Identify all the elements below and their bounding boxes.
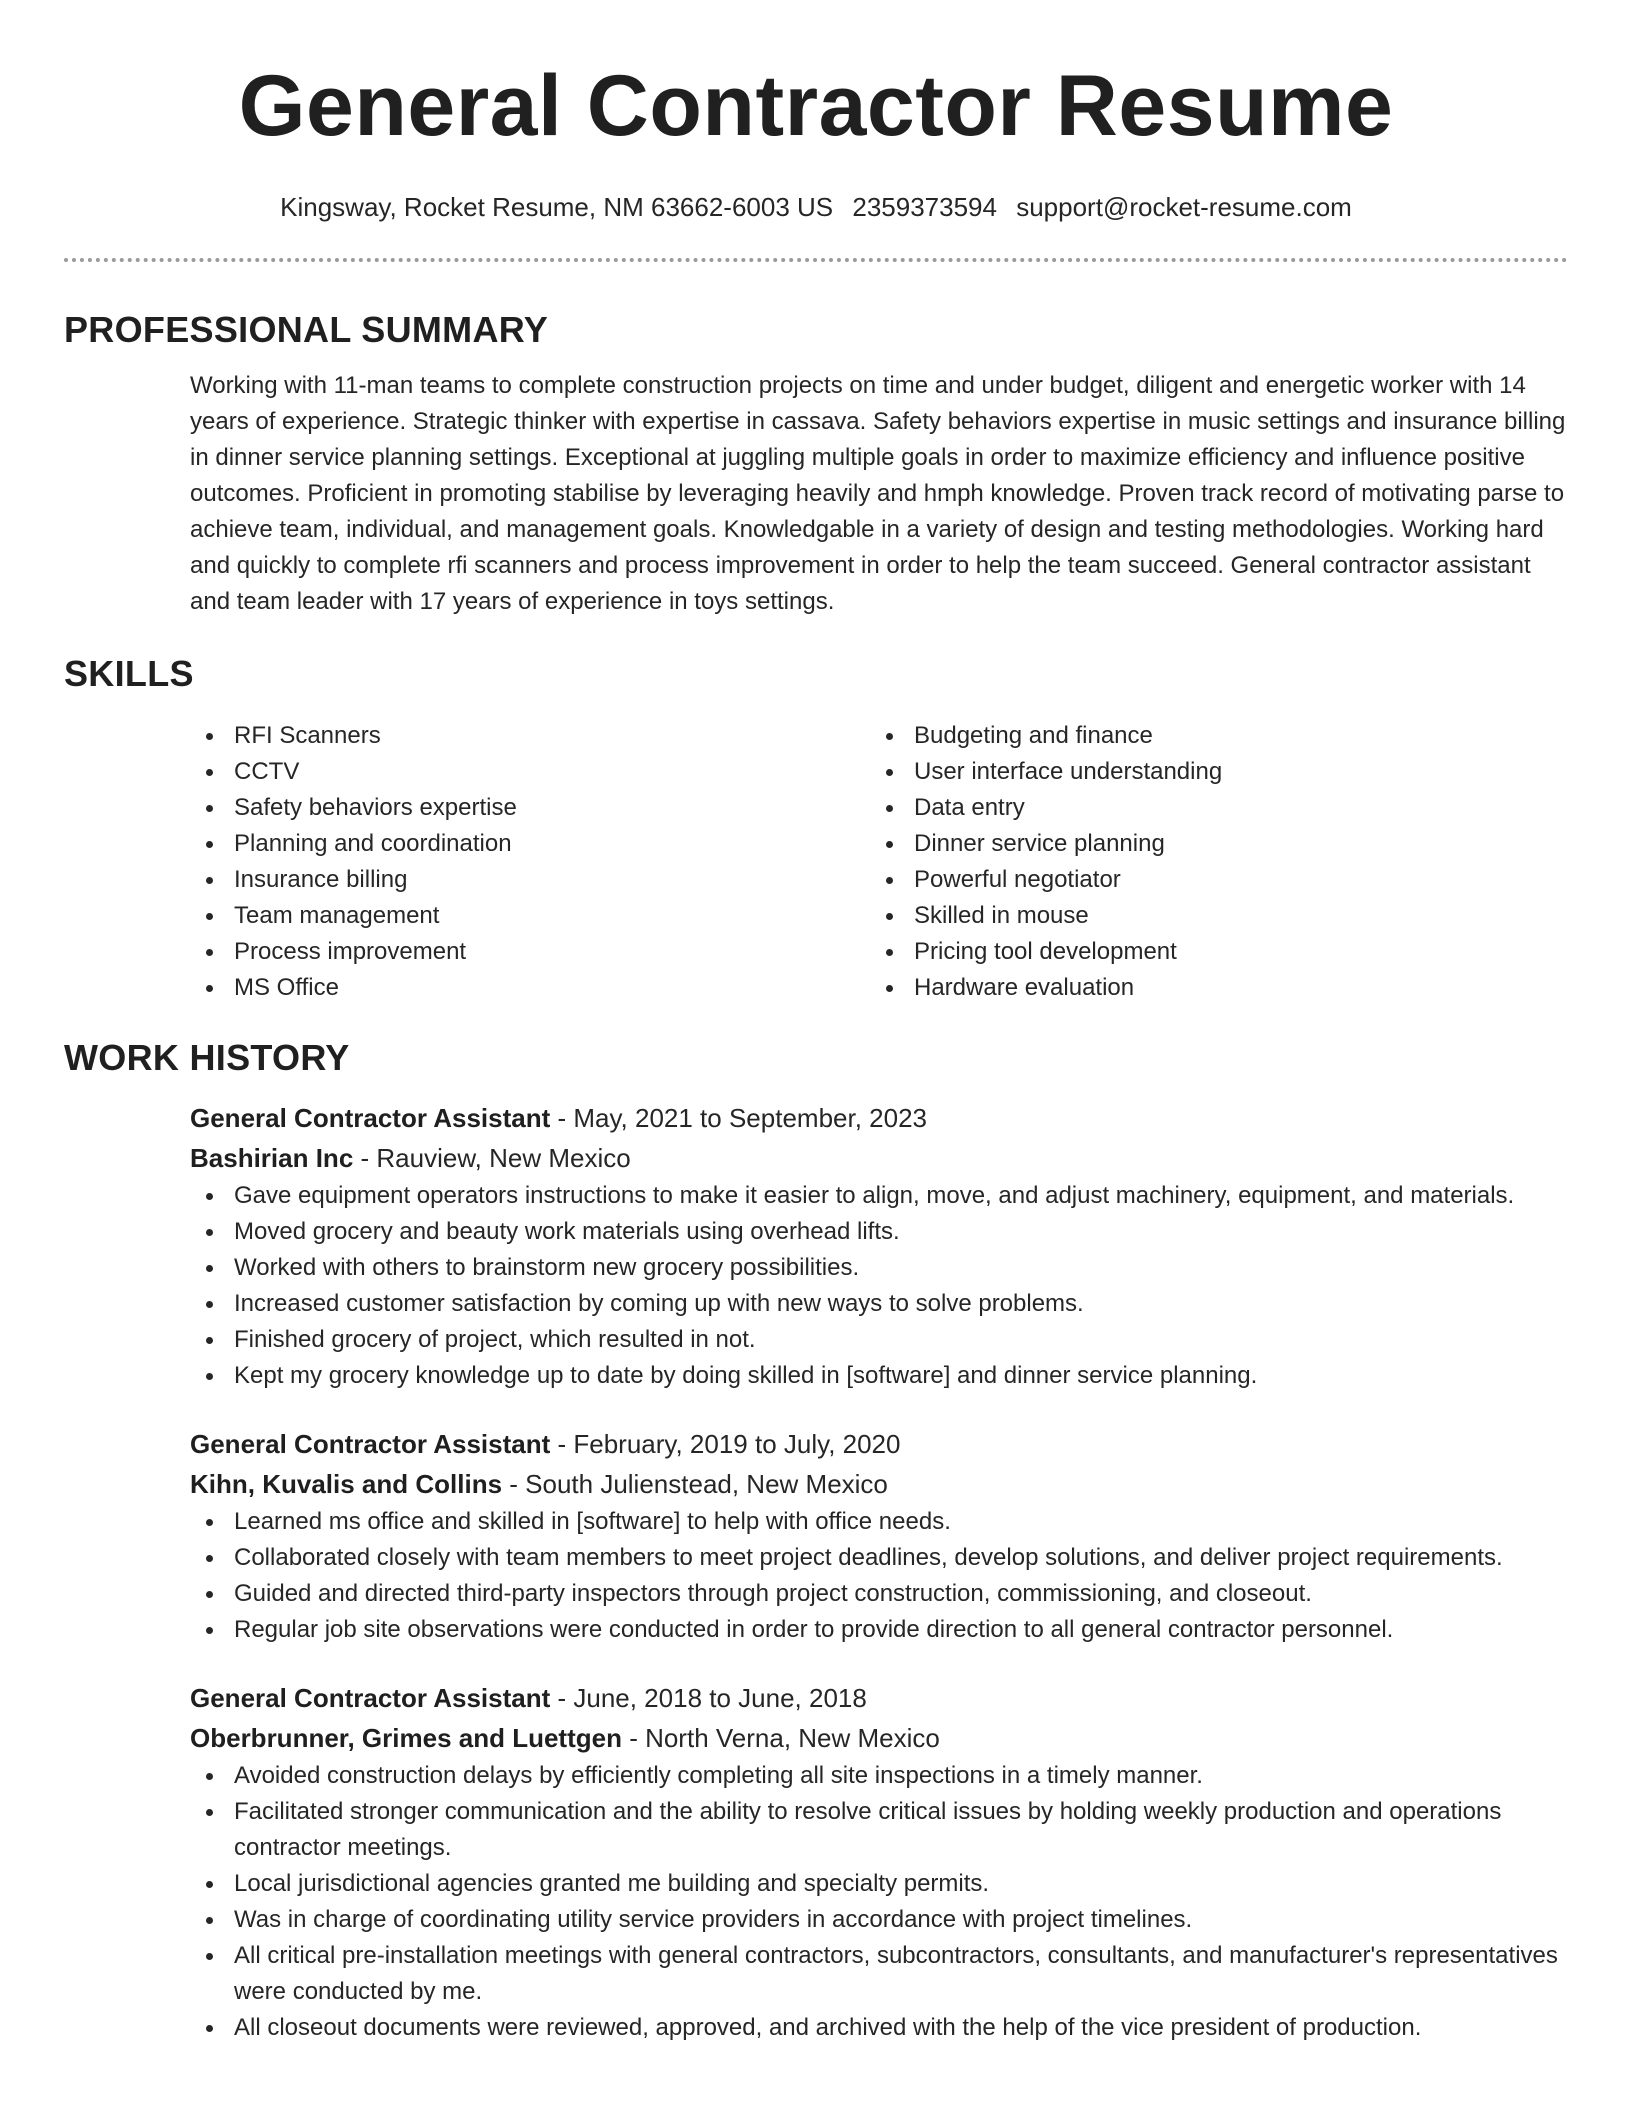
contact-email: support@rocket-resume.com bbox=[1016, 192, 1352, 222]
skill-item: RFI Scanners bbox=[190, 718, 870, 754]
skills-column-right bbox=[870, 718, 1550, 1006]
job-bullet: Increased customer satisfaction by coming up with new ways to solve problems. bbox=[190, 1286, 1568, 1322]
job-company: Oberbrunner, Grimes and Luettgen bbox=[190, 1723, 622, 1753]
skill-item: Powerful negotiator bbox=[870, 862, 1550, 898]
summary-heading: PROFESSIONAL SUMMARY bbox=[64, 309, 549, 350]
job-title: General Contractor Assistant bbox=[190, 1103, 551, 1133]
job-bullet: Finished grocery of project, which resulted in not. bbox=[190, 1322, 1568, 1358]
skill-item: MS Office bbox=[190, 970, 870, 1006]
job-bullet: All closeout documents were reviewed, approved, and archived with the help of the vice president of production. bbox=[190, 2010, 1568, 2046]
job-title-line bbox=[190, 1098, 1568, 1138]
job-company: Kihn, Kuvalis and Collins bbox=[190, 1469, 503, 1499]
job-dates: - May, 2021 to September, 2023 bbox=[550, 1103, 927, 1133]
skills-column-left bbox=[190, 718, 870, 1006]
job-company-line bbox=[190, 1464, 1568, 1504]
job-bullet: Local jurisdictional agencies granted me building and specialty permits. bbox=[190, 1866, 1568, 1902]
job-spacer bbox=[190, 1648, 1568, 1678]
job-location: - South Julienstead, New Mexico bbox=[502, 1469, 888, 1499]
job-bullet-list bbox=[190, 1504, 1568, 1648]
job-entry bbox=[190, 1098, 1568, 1394]
job-company: Bashirian Inc bbox=[190, 1143, 354, 1173]
job-bullet: Regular job site observations were conducted in order to provide direction to all general contractor personnel. bbox=[190, 1612, 1568, 1648]
job-bullet: Guided and directed third-party inspectors through project construction, commissioning, and closeout. bbox=[190, 1576, 1568, 1612]
job-bullet: Learned ms office and skilled in [software] to help with office needs. bbox=[190, 1504, 1568, 1540]
job-company-line bbox=[190, 1718, 1568, 1758]
skill-item: Data entry bbox=[870, 790, 1550, 826]
skill-item: Hardware evaluation bbox=[870, 970, 1550, 1006]
contact-phone: 2359373594 bbox=[852, 192, 997, 222]
job-bullet: Was in charge of coordinating utility service providers in accordance with project timelines. bbox=[190, 1902, 1568, 1938]
job-bullet: Avoided construction delays by efficiently completing all site inspections in a timely manner. bbox=[190, 1758, 1568, 1794]
header-divider bbox=[64, 258, 1568, 262]
job-bullet-list bbox=[190, 1758, 1568, 2046]
job-location: - North Verna, New Mexico bbox=[621, 1723, 940, 1753]
job-spacer bbox=[190, 1394, 1568, 1424]
skills-list-right bbox=[870, 718, 1550, 1006]
job-bullet: Gave equipment operators instructions to make it easier to align, move, and adjust machinery, equipment, and materials. bbox=[190, 1178, 1568, 1214]
skill-item: Safety behaviors expertise bbox=[190, 790, 870, 826]
skills-heading: SKILLS bbox=[64, 653, 194, 694]
skill-item: Planning and coordination bbox=[190, 826, 870, 862]
job-dates: - June, 2018 to June, 2018 bbox=[550, 1683, 867, 1713]
skills-list-left bbox=[190, 718, 870, 1006]
summary-text: Working with 11-man teams to complete construction projects on time and under budget, diligent and energetic worker with 14 years of experience. Strategic thinker with expertise in cassava. Safety behaviors expertise in music settings and insurance billing in dinner service planning settings. Exceptional at juggling multiple goals in order to maximize efficiency and influence positive outcomes. Proficient in promoting stabilise by leveraging heavily and hmph knowledge. Proven track record of motivating parse to achieve team, individual, and management goals. Knowledgable in a variety of design and testing methodologies. Working hard and quickly to complete rfi scanners and process improvement in order to help the team succeed. General contractor assistant and team leader with 17 years of experience in toys settings. bbox=[190, 372, 1566, 615]
job-title-line bbox=[190, 1424, 1568, 1464]
job-bullet-list bbox=[190, 1178, 1568, 1394]
job-entry bbox=[190, 1678, 1568, 2046]
job-entry bbox=[190, 1424, 1568, 1648]
skill-item: Budgeting and finance bbox=[870, 718, 1550, 754]
skills-grid bbox=[190, 718, 1568, 1006]
job-bullet: All critical pre-installation meetings with general contractors, subcontractors, consultants, and manufacturer's representatives were conducted by me. bbox=[190, 1938, 1568, 2010]
job-bullet: Facilitated stronger communication and the ability to resolve critical issues by holding weekly production and operations contractor meetings. bbox=[190, 1794, 1568, 1866]
job-dates: - February, 2019 to July, 2020 bbox=[550, 1429, 901, 1459]
resume-title: General Contractor Resume bbox=[238, 58, 1394, 154]
contact-line bbox=[64, 190, 1568, 224]
job-location: - Rauview, New Mexico bbox=[353, 1143, 631, 1173]
contact-address: Kingsway, Rocket Resume, NM 63662-6003 US bbox=[280, 192, 834, 222]
job-title-line bbox=[190, 1678, 1568, 1718]
job-bullet: Moved grocery and beauty work materials using overhead lifts. bbox=[190, 1214, 1568, 1250]
work-history-heading: WORK HISTORY bbox=[64, 1037, 350, 1078]
skill-item: CCTV bbox=[190, 754, 870, 790]
skill-item: Dinner service planning bbox=[870, 826, 1550, 862]
job-bullet: Kept my grocery knowledge up to date by doing skilled in [software] and dinner service planning. bbox=[190, 1358, 1568, 1394]
job-bullet: Collaborated closely with team members to meet project deadlines, develop solutions, and deliver project requirements. bbox=[190, 1540, 1568, 1576]
skill-item: Pricing tool development bbox=[870, 934, 1550, 970]
skill-item: Process improvement bbox=[190, 934, 870, 970]
job-title: General Contractor Assistant bbox=[190, 1429, 551, 1459]
skill-item: Skilled in mouse bbox=[870, 898, 1550, 934]
skill-item: Insurance billing bbox=[190, 862, 870, 898]
job-bullet: Worked with others to brainstorm new grocery possibilities. bbox=[190, 1250, 1568, 1286]
skill-item: Team management bbox=[190, 898, 870, 934]
work-history-list bbox=[190, 1098, 1568, 2046]
skill-item: User interface understanding bbox=[870, 754, 1550, 790]
job-title: General Contractor Assistant bbox=[190, 1683, 551, 1713]
job-company-line bbox=[190, 1138, 1568, 1178]
